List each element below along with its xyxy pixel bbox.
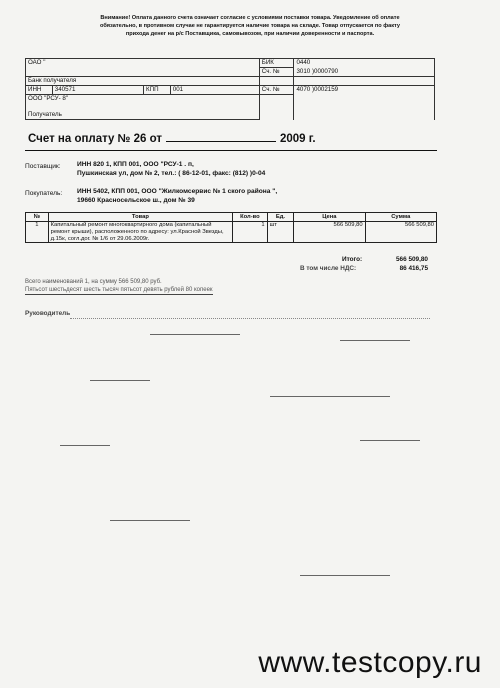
scan-noise (60, 445, 110, 446)
recipient-name: ООО "РСУ- 8" (26, 95, 260, 104)
payment-notice (55, 14, 445, 38)
inn-value: 340571 (52, 86, 143, 95)
manager-signature-label: Руководитель (25, 310, 71, 317)
col-num-header: № (26, 213, 49, 222)
scan-noise (360, 440, 420, 441)
invoice-title-prefix: Счет на оплату № 26 от (28, 133, 162, 145)
summary-block (25, 278, 213, 295)
watermark-url: www.testcopy.ru (258, 646, 482, 679)
scan-noise (340, 340, 410, 341)
vat-label: В том числе НДС: (300, 265, 357, 272)
supplier-line-1: ИНН 820 1, КПП 001, ООО "РСУ-1 . п, (77, 161, 194, 168)
invoice-title (28, 133, 316, 145)
bank-name: ОАО " (26, 59, 260, 68)
col-sum-header: Сумма (365, 213, 436, 222)
scan-noise (90, 380, 150, 381)
buyer-label: Покупатель: (25, 190, 63, 197)
supplier-details (77, 160, 265, 178)
row-num: 1 (26, 222, 49, 243)
items-table (25, 212, 437, 243)
col-qty-header: Кол-во (233, 213, 267, 222)
notice-line-1: Внимание! Оплата данного счета означает согласие с условиями поставки товара. Уведомление об оплате (100, 15, 400, 21)
col-price-header: Цена (294, 213, 365, 222)
scan-noise (300, 575, 390, 576)
bik-label: БИК (259, 59, 294, 68)
vat-value: 86 416,75 (399, 265, 428, 272)
kpp-label: КПП (144, 86, 171, 95)
corr-account-label: Сч. № (259, 68, 294, 77)
kpp-value: 001 (170, 86, 259, 95)
title-rule (25, 150, 437, 151)
col-unit-header: Ед. (267, 213, 294, 222)
scan-noise (110, 520, 190, 521)
notice-line-2: обязательно, в противном случае не гарантируется наличие товара на складе. Товар отпускается по факту (99, 23, 401, 29)
signature-line (70, 318, 430, 319)
bik-value: 0440 (294, 59, 435, 68)
total-label: Итого: (342, 256, 363, 263)
account-value: 4070 )0002159 (294, 86, 435, 95)
scan-noise (150, 334, 240, 335)
row-price: 566 509,80 (294, 222, 365, 243)
bank-caption: Банк получателя (26, 77, 260, 86)
table-row (26, 222, 437, 243)
buyer-line-1: ИНН 5402, КПП 001, ООО "Жилкомсервис № 1 ского района ", (77, 188, 278, 195)
summary-count-line: Всего наименований 1, на сумму 566 509,80 руб. (25, 279, 162, 285)
row-qty: 1 (233, 222, 267, 243)
row-sum: 566 509,80 (365, 222, 436, 243)
account-label: Сч. № (259, 86, 294, 95)
inn-label: ИНН (26, 86, 53, 95)
scan-noise (270, 396, 390, 397)
summary-amount-words: Пятьсот шестьдесят шесть тысяч пятьсот девять рублей 80 копеек (25, 287, 213, 293)
items-header-row (26, 213, 437, 222)
invoice-title-year: 2009 г. (280, 133, 316, 145)
date-blank-line (166, 141, 276, 142)
bank-details-table (25, 58, 435, 120)
notice-line-3: прихода денег на р/с Поставщика, самовывозом, при наличии доверенности и паспорта. (125, 31, 375, 37)
row-unit: шт (267, 222, 294, 243)
supplier-line-2: Пушкинская ул, дом № 2, тел.: ( 86-12-01, факс: (812) )0-04 (77, 170, 266, 177)
col-item-header: Товар (48, 213, 233, 222)
buyer-line-2: 19660 Красносельское ш., дом № 39 (77, 197, 195, 204)
totals-block (300, 255, 428, 273)
supplier-label: Поставщик: (25, 163, 61, 170)
corr-account-value: 3010 )0000790 (294, 68, 435, 77)
buyer-details (77, 187, 277, 205)
total-value: 566 509,80 (396, 256, 428, 263)
row-item-name: Капитальный ремонт многоквартирного дома (капитальный ремонт крыши), расположенного по адресу: ул.Красной Звезды, д.15к, согл.дог. № 1/6 от 29.06.2009г. (48, 222, 233, 243)
recipient-caption: Получатель (26, 111, 260, 120)
